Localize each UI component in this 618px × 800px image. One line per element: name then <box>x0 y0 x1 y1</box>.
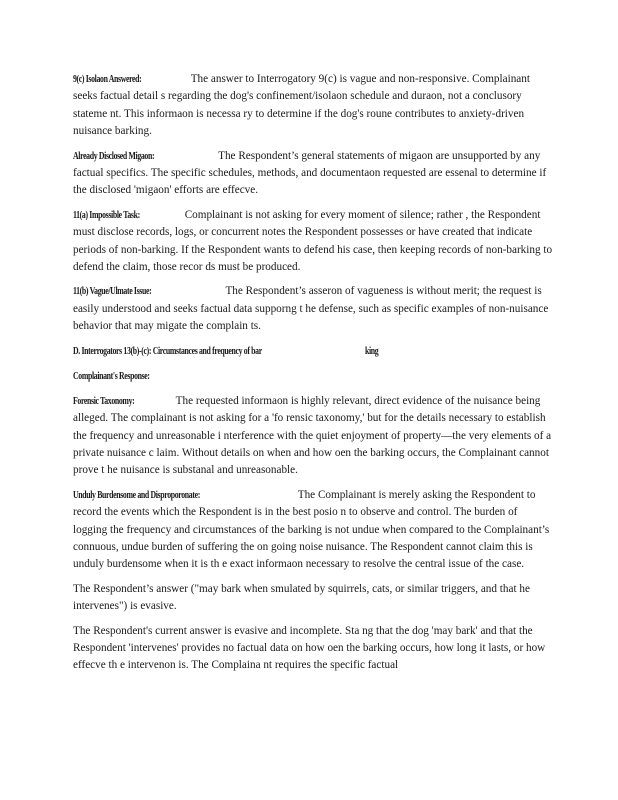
paragraph-unduly-burdensome <box>73 487 553 574</box>
paragraph-label: 9(c) Isolaon Answered: <box>73 74 142 85</box>
complainant-response-heading <box>73 368 553 385</box>
document-body <box>73 71 553 682</box>
section-heading-label: D. Interrogators 13(b)-(c): Circumstances and frequency of bar <box>73 345 262 357</box>
paragraph-text: The Respondent’s general statements of migaon are unsupported by any factual specifics. The specific schedules, methods, and documentaon requested are essenal to determine if the disclosed 'migaon' efforts are effecve. <box>73 149 547 197</box>
paragraph-label: 11(b) Vague/Ulmate Issue: <box>73 286 152 298</box>
section-heading-tail: king <box>365 345 379 357</box>
paragraph-text: The Complainant is merely asking the Respondent to record the events which the Respondent is in the best posio n to observe and control. The burden of logging the frequency and circumstances of the barking is not undue when compared to the Complainant’s connuous, undue burden of suffering the on going noise nuisance. The Respondent cannot claim this is unduly burdensome when it is th e exact informaon necessary to resolve the central issue of the case. <box>73 488 550 571</box>
paragraph-11b <box>73 283 553 335</box>
paragraph-text: The Respondent’s asseron of vagueness is without merit; the request is easily understood and seeks factual data supporng t he defense, such as specific examples of non-nuisance behavior that may migate the complain ts. <box>73 285 549 333</box>
paragraph-label: Forensic Taxonomy: <box>73 395 135 407</box>
paragraph-text: Complainant is not asking for every moment of silence; rather , the Respondent must disclose records, logs, or concurrent notes the Respondent possesses or have created that indicate periods of non-barking. If the Respondent wants to defend his case, then keeping records of non-barking to defend the claim, those recor ds must be produced. <box>73 208 553 274</box>
paragraph-respondent-current-answer <box>73 623 553 675</box>
paragraph-forensic-taxonomy <box>73 393 553 480</box>
section-heading-d <box>73 343 553 360</box>
paragraph-respondent-answer <box>73 581 553 616</box>
section-heading-label: Complainant's Response: <box>73 370 150 382</box>
paragraph-11a <box>73 207 553 277</box>
paragraph-text: The requested informaon is highly relevant, direct evidence of the nuisance being alleged. The complainant is not asking for a 'fo rensic taxonomy,' but for the details necessary to establish the frequency and unreasonable i nterference with the quiet enjoyment of property—the very elements of a private nuisance c laim. Without details on when and how oen the barking occurs, the Complainant cannot prove t he nuisance is substanal and unreasonable. <box>73 394 552 477</box>
paragraph-already-disclosed <box>73 148 553 200</box>
paragraph-text: The Respondent's current answer is evasive and incomplete. Sta ng that the dog 'may bark' and that the Respondent 'intervenes' provides no factual data on how oen the barking occurs, how long it lasts, or how effecve th e intervenon is. The Complaina nt requires the specific factual <box>73 624 546 672</box>
paragraph-label: Already Disclosed Migaon: <box>73 150 155 162</box>
paragraph-label: 11(a) Impossible Task: <box>73 209 140 221</box>
paragraph-9c <box>73 71 553 141</box>
paragraph-label: Unduly Burdensome and Disproporonate: <box>73 489 200 501</box>
paragraph-text: The Respondent’s answer ("may bark when smulated by squirrels, cats, or similar triggers, and that he intervenes") is evasive. <box>73 582 530 613</box>
paragraph-text: The answer to Interrogatory 9(c) is vague and non-responsive. Complainant seeks factual detail s regarding the dog's confinement/isolaon schedule and duraon, not a conclusory stateme nt. This informaon is necessa ry to determine if the dog's roune contributes to anxiety-driven nuisance barking. <box>73 73 530 138</box>
